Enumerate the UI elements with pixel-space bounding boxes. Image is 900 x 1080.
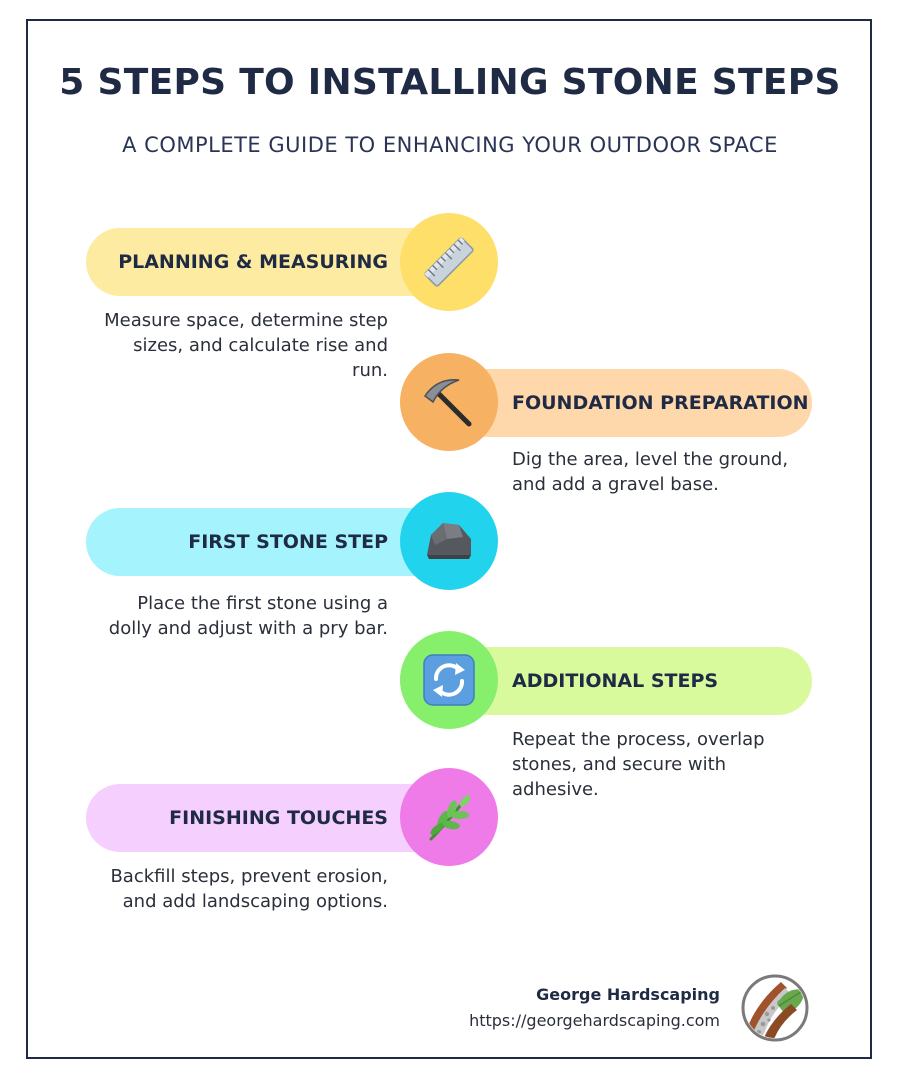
step-4-title: ADDITIONAL STEPS xyxy=(512,670,719,692)
step-5-description: Backfill steps, prevent erosion, and add landscaping options. xyxy=(110,866,388,912)
step-2-banner xyxy=(455,369,812,437)
rock-icon xyxy=(419,511,479,571)
step-5-title: FINISHING TOUCHES xyxy=(169,807,388,829)
step-1-description: Measure space, determine step sizes, and calculate rise and run. xyxy=(104,310,388,381)
step-3-banner xyxy=(86,508,446,576)
ruler-icon xyxy=(419,232,479,292)
step-1-title: PLANNING & MEASURING xyxy=(118,251,388,273)
company-logo-icon xyxy=(741,974,809,1042)
step-4-banner xyxy=(455,647,812,715)
page-subtitle: A COMPLETE GUIDE TO ENHANCING YOUR OUTDOOR SPACE xyxy=(122,133,778,157)
step-1-banner xyxy=(86,228,446,296)
step-2-description: Dig the area, level the ground, and add a gravel base. xyxy=(512,449,789,495)
step-1-icon-circle xyxy=(400,213,498,311)
step-4-icon-circle xyxy=(400,631,498,729)
step-5-icon-circle xyxy=(400,768,498,866)
step-3-description: Place the first stone using a dolly and adjust with a pry bar. xyxy=(108,593,388,639)
repeat-arrows-icon xyxy=(421,652,477,708)
step-2-title: FOUNDATION PREPARATION xyxy=(512,392,809,414)
pickaxe-icon xyxy=(419,372,479,432)
step-5-banner xyxy=(86,784,446,852)
company-name: George Hardscaping xyxy=(536,985,720,1004)
step-3-title: FIRST STONE STEP xyxy=(188,531,388,553)
herb-icon xyxy=(421,789,477,845)
step-4-description: Repeat the process, overlap stones, and secure with adhesive. xyxy=(512,729,765,800)
step-3-icon-circle xyxy=(400,492,498,590)
company-url-link[interactable]: https://georgehardscaping.com xyxy=(469,1011,720,1030)
step-2-icon-circle xyxy=(400,353,498,451)
page-title: 5 STEPS TO INSTALLING STONE STEPS xyxy=(59,62,841,103)
